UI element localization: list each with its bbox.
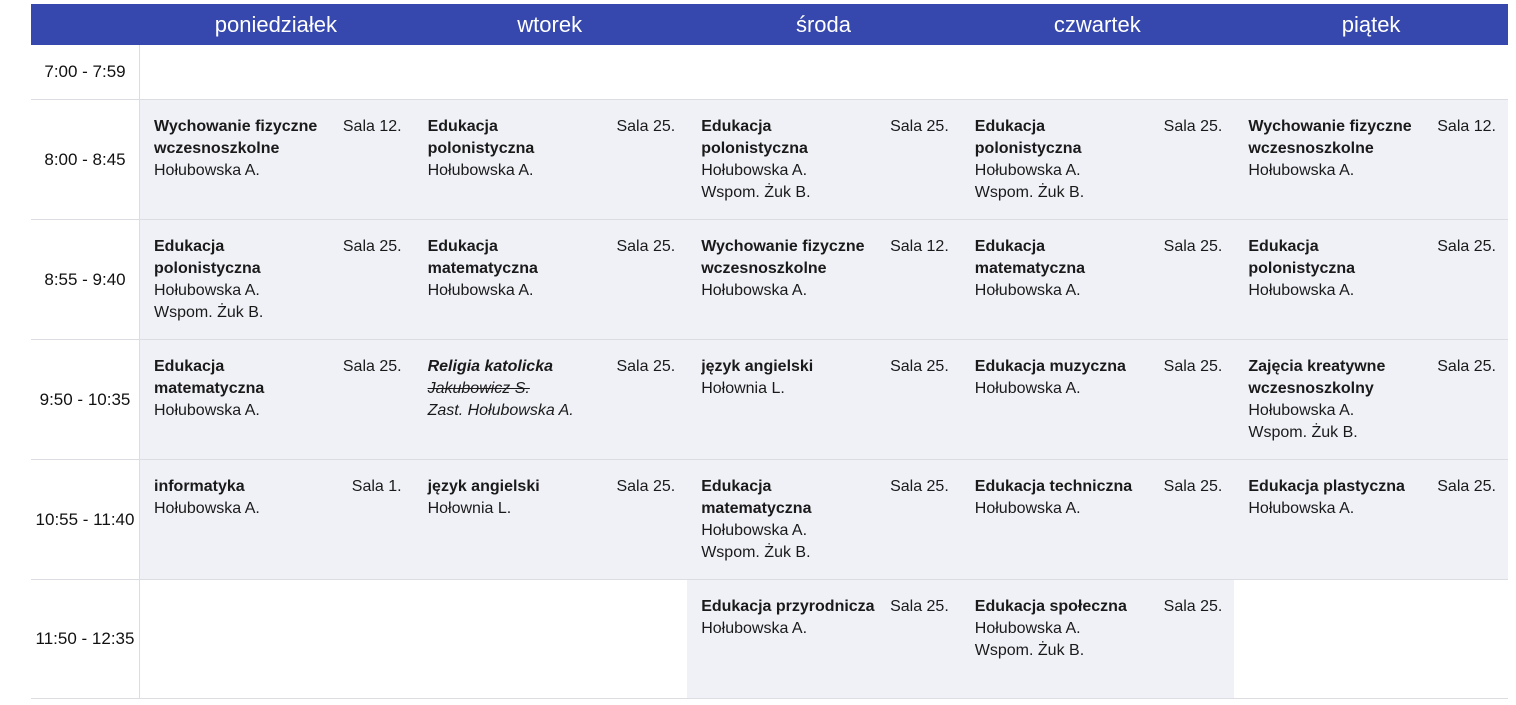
lesson-card[interactable] [687,580,961,698]
lesson-room: Sala 25. [1437,358,1496,375]
lesson-subject: Edukacja społeczna [974,598,1127,615]
lesson-teacher: Hołubowska A. [1248,500,1355,517]
empty-slot [1234,45,1508,99]
timetable-grid [31,45,1508,699]
lesson-subject: Edukacja matematyczna [154,358,265,397]
lesson-time: 8:00 - 8:45 [31,100,140,219]
lesson-teacher: Hołubowska A. [154,282,260,299]
substitute-teacher: Zast. Hołubowska A. [427,402,574,419]
lesson-subject: Wychowanie fizyczne wczesnoszkolne [154,118,318,157]
lesson-card[interactable] [414,100,688,219]
lesson-subject: Edukacja muzyczna [974,358,1126,375]
lesson-room: Sala 25. [1437,238,1496,255]
empty-slot [961,45,1235,99]
day-header-tuesday: wtorek [517,12,583,37]
lesson-card[interactable] [414,460,688,579]
lesson-teacher: Hołubowska A. [974,500,1081,517]
lesson-teacher: Hołubowska A. [1248,162,1355,179]
assistant-teacher: Wspom. Żuk B. [974,184,1085,201]
assistant-teacher: Wspom. Żuk B. [701,544,811,561]
header-corner [31,4,139,45]
lesson-subject: Edukacja matematyczna [974,238,1086,277]
lesson-subject: Edukacja matematyczna [701,478,812,517]
lesson-subject: Zajęcia kreatywne wczesnoszkolny [1248,358,1386,397]
lesson-card[interactable] [414,340,688,459]
assistant-teacher: Wspom. Żuk B. [1248,424,1358,441]
empty-slot [1234,580,1508,698]
lesson-subject: Wychowanie fizyczne wczesnoszkolne [701,238,865,277]
assistant-teacher: Wspom. Żuk B. [701,184,811,201]
lesson-subject: Edukacja polonistyczna [701,118,808,157]
lesson-room: Sala 25. [342,238,402,255]
day-header-friday: piątek [1341,12,1401,37]
lesson-room: Sala 25. [1163,238,1223,255]
lesson-card[interactable] [1234,460,1508,579]
lesson-teacher: Hołubowska A. [701,162,808,179]
timetable [31,4,1508,699]
lesson-time: 8:55 - 9:40 [31,220,140,339]
lesson-room: Sala 25. [890,478,949,495]
lesson-time: 7:00 - 7:59 [31,45,140,99]
empty-slot [140,45,414,99]
lesson-teacher: Hołubowska A. [154,500,260,517]
lesson-room: Sala 25. [1163,358,1223,375]
lesson-room: Sala 25. [1163,478,1223,495]
lesson-room: Sala 25. [890,598,949,615]
lesson-room: Sala 12. [342,118,402,135]
lesson-room: Sala 25. [1437,478,1496,495]
lesson-teacher: Hołubowska A. [701,620,808,637]
timetable-row [31,220,1508,340]
lesson-time: 10:55 - 11:40 [31,460,140,579]
lesson-teacher: Hołubowska A. [701,522,808,539]
lesson-subject: Edukacja polonistyczna [1248,238,1356,277]
lesson-room: Sala 25. [890,358,949,375]
lesson-subject: Edukacja przyrodnicza [701,598,875,615]
timetable-header [31,4,1508,45]
lesson-teacher: Hołubowska A. [1248,402,1355,419]
lesson-teacher: Hołubowska A. [974,380,1081,397]
lesson-teacher: Hołubowska A. [427,282,534,299]
lesson-subject: Edukacja polonistyczna [974,118,1082,157]
lesson-card[interactable] [961,220,1235,339]
lesson-subject: język angielski [427,478,540,495]
lesson-card[interactable] [1234,340,1508,459]
lesson-time: 9:50 - 10:35 [31,340,140,459]
lesson-card[interactable] [687,220,961,339]
day-header-wednesday: środa [795,12,852,37]
lesson-subject: Wychowanie fizyczne wczesnoszkolne [1248,118,1412,157]
lesson-card[interactable] [687,460,961,579]
lesson-card[interactable] [1234,100,1508,219]
lesson-teacher: Hołownia L. [427,500,512,517]
assistant-teacher: Wspom. Żuk B. [974,642,1085,659]
empty-slot [414,45,688,99]
lesson-teacher: Hołubowska A. [974,620,1081,637]
lesson-subject: Edukacja matematyczna [427,238,538,277]
lesson-subject: Edukacja polonistyczna [427,118,535,157]
lesson-room: Sala 25. [616,478,676,495]
lesson-teacher: Hołownia L. [701,380,785,397]
day-header-monday: poniedziałek [214,12,338,37]
day-header-thursday: czwartek [1053,12,1141,37]
lesson-subject: Edukacja polonistyczna [154,238,261,277]
lesson-teacher: Hołubowska A. [427,162,534,179]
lesson-card[interactable] [140,220,414,339]
lesson-teacher: Hołubowska A. [974,162,1081,179]
lesson-room: Sala 25. [1163,118,1223,135]
lesson-card[interactable] [961,100,1235,219]
lesson-card[interactable] [687,100,961,219]
lesson-card[interactable] [414,220,688,339]
assistant-teacher: Wspom. Żuk B. [154,304,264,321]
lesson-subject: język angielski [701,358,814,375]
lesson-room: Sala 25. [616,238,676,255]
cancelled-teacher: Jakubowicz S. [427,380,530,397]
lesson-teacher: Hołubowska A. [1248,282,1355,299]
lesson-room: Sala 25. [616,358,676,375]
lesson-card[interactable] [1234,220,1508,339]
lesson-card[interactable] [687,340,961,459]
lesson-card[interactable] [140,100,414,219]
lesson-room: Sala 25. [1163,598,1223,615]
lesson-room: Sala 1. [351,478,402,495]
lesson-room: Sala 12. [1437,118,1496,135]
lesson-time: 11:50 - 12:35 [31,580,140,698]
lesson-teacher: Hołubowska A. [701,282,808,299]
lesson-teacher: Hołubowska A. [154,162,260,179]
lesson-teacher: Hołubowska A. [154,402,260,419]
lesson-card[interactable] [140,460,414,579]
lesson-room: Sala 25. [890,118,949,135]
timetable-row [31,340,1508,460]
lesson-subject: Edukacja plastyczna [1248,478,1405,495]
lesson-card[interactable] [961,460,1235,579]
timetable-row [31,100,1508,220]
lesson-room: Sala 25. [342,358,402,375]
lesson-card[interactable] [961,340,1235,459]
timetable-row [31,460,1508,580]
timetable-row [31,580,1508,699]
lesson-room: Sala 12. [890,238,949,255]
lesson-card[interactable] [961,580,1235,698]
lesson-subject: Religia katolicka [427,358,553,375]
empty-slot [140,580,414,698]
lesson-room: Sala 25. [616,118,676,135]
timetable-row [31,45,1508,100]
empty-slot [414,580,688,698]
lesson-subject: Edukacja techniczna [974,478,1133,495]
empty-slot [687,45,961,99]
lesson-teacher: Hołubowska A. [974,282,1081,299]
lesson-subject: informatyka [154,478,245,495]
lesson-card[interactable] [140,340,414,459]
